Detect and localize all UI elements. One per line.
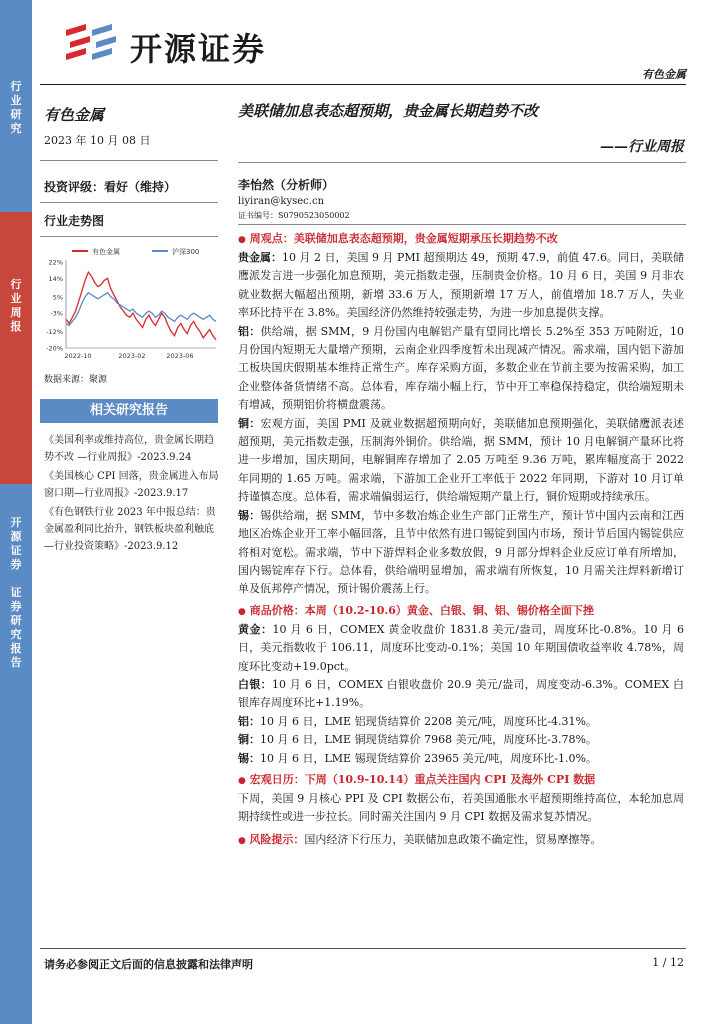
paragraph-silver-price: 10 月 6 日，COMEX 白银收盘价 20.9 美元/盎司，周度变动-6.3%。COMEX 白银库存周度环比+1.19%。 [238,677,685,710]
y-tick-label: 5% [52,293,63,302]
paragraph-copper: 宏观方面，美国 PMI 及就业数据超预期向好，美联储加息预期强化，美联储鹰派表述超预期，美元指数走强，压制海外铜价。供给端，据 SMM，预计 10 月电解铜产量环比将进一步增加，国庆期间，电解铜库存增加了 2.05 万吨至 9.36 万吨，累库幅度高于 2022 年同期的 1.65 万吨。需求端，下游加工企业开工率低于 2022 年同期，下游对 10 月订单持谨慎态度。总体看，需求端偏弱运行，供给端短期产量上行，铜价短期或持续承压。 [238,416,684,504]
footer-disclaimer: 请务必参阅正文后面的信息披露和法律声明 [44,958,253,971]
report-date: 2023 年 10 月 08 日 [44,134,151,147]
y-tick-label: -3% [50,309,63,318]
sidebar-char: 开 [10,516,22,529]
sidebar-char: 证 [10,544,22,557]
section-heading: 商品价格：本周（10.2-10.6）黄金、白银、铜、铝、锡价格全面下挫 [249,603,594,617]
sidebar-char: 行 [10,278,22,291]
analyst-cert: 证书编号：S0790523050002 [238,211,350,220]
y-tick-label: -12% [46,328,63,337]
paragraph-risk: 国内经济下行压力，美联储加息政策不确定性，贸易摩擦等。 [304,832,602,846]
y-tick-label: -20% [46,344,63,353]
series-line [66,272,216,340]
risk-heading: 风险提示： [249,832,305,846]
divider [40,160,218,161]
sidebar-char: 研 [10,614,22,627]
page-number: 1 / 12 [652,956,684,969]
sidebar-char: 报 [10,642,22,655]
sidebar-char: 周 [10,306,22,319]
related-reports-header: 相关研究报告 [40,399,218,423]
report-title: 美联储加息表态超预期，贵金属长期趋势不改 [238,102,539,120]
sidebar-bottom-label [0,516,32,670]
bullet-icon: ● [238,606,246,617]
header-divider [40,84,686,85]
sidebar-top-label [0,80,32,136]
sidebar-char: 源 [10,530,22,543]
report-subtitle: ——行业周报 [600,139,684,155]
legend-label: 有色金属 [92,248,120,256]
sidebar-char: 行 [10,80,22,93]
paragraph-aluminum-price: 10 月 6 日，LME 铝现货结算价 2208 美元/吨，周度环比-4.31%。 [260,714,597,728]
main-body: ● 周观点：美联储加息表态超预期，贵金属短期承压长期趋势不改 贵金属：10 月 2 日，美国 9 月 PMI 超预期达 49，预期 47.9，前值 47.6。同日，美联储鹰派发言进一步强化加息预期，美元指数走强，压制贵金价格。10 月 6 日，美国 9 月非农就业数据大幅超出预期，新增 33.6 万人，预期新增 17 万人，前值增加 18.7 万人，失业率环比持平在 3.8%。美国经济仍然维持较强走势，为进一步加息提供支撑。 铝：供给端，据 SMM，9 月份国内电解铝产量有望同比增长 5.2%至 353 万吨附近，10 月份国内短期无大量增产预期，云南企业四季度暂未出现减产情况。需求端，国内铝下游加工板块国庆假期基本维持正常生产。库存采购方面，多数企业在节前主要为按需采购，加工企业整体备货情绪不高。总体看，库存端小幅上行，节中开工率稳保持稳定，供给端短期未有增减，预期铝价将横盘震荡。 铜：宏观方面，美国 PMI 及就业数据超预期向好，美联储加息预期强化，美联储鹰派表述超预期，美元指数走强，压制海外铜价。供给端，据 SMM，预计 10 月电解铜产量环比将进一步增加，国庆期间，电解铜库存增加了 2.05 万吨至 9.36 万吨，累库幅度高于 2022 年同期的 1.65 万吨。需求端，下游加工企业开工率低于 2022 年同期，下游对 10 月订单持谨慎态度。总体看，需求端偏弱运行，供给端短期产量上行，铜价短期或持续承压。 锡：锡供给端，据 SMM，节中多数冶炼企业生产部门正常生产，预计节中国内云南和江西地区冶炼企业开工率小幅回落，且节中依然有进口锡锭到国内市场，预计节后国内锡锭供应将相对宽松。需求端，节中下游焊料企业多数放假，9 月部分焊料企业反应订单有所增加，国内锡锭库存下行。总体看，供给端明显增加，需求端有所恢复，10 月需关注焊料新增订单及佤邦停产情况，预计锡价震荡上行。 ● 商品价格：本周（10.2-10.6）黄金、白银、铜、铝、锡价格全面下挫 黄金：10 月 6 日，COMEX 黄金收盘价 1831.8 美元/盎司，周度环比-0.8%。10 月 6 日，美元指数收于 106.11，周度环比变动-0.1%；美国 10 年期国债收益率收 4.78%，周度环比变动+19.0pct。 白银：10 月 6 日，COMEX 白银收盘价 20.9 美元/盎司，周度变动-6.3%。COMEX 白银库存周度环比+1.19%。 铝：10 月 6 日，LME 铝现货结算价 2208 美元/吨，周度环比-4.31%。 铜：10 月 6 日，LME 铜现货结算价 7968 美元/吨，周度环比-3.78%。 锡：10 月 6 日，LME 锡现货结算价 23965 美元/吨，周度环比-1.0%。 ● 宏观日历：下周（10.9-10.14）重点关注国内 CPI 及海外 CPI 数据 下周，美国 9 月核心 PPI 及 CPI 数据公布，若美国通胀水平超预期维持高位，本轮加息周期持续性或进一步拉长。同时需关注国内 9 月 CPI 数据及需求复苏情况。 ● 风险提示：国内经济下行压力，美联储加息政策不确定性，贸易摩擦等。 [238,232,685,846]
sidebar-char: 券 [10,600,22,613]
sidebar-char: 究 [10,122,22,135]
paragraph-aluminum: 供给端，据 SMM，9 月份国内电解铝产量有望同比增长 5.2%至 353 万吨附近，10 月份国内短期无大量增产预期，云南企业四季度暂未出现减产情况。需求端，国内铝下游加工板块国庆假期基本维持正常生产。库存采购方面，多数企业在节前主要为按需采购，加工企业整体备货情绪不高。总体看，库存端小幅上行，节中开工率稳保持稳定，供给端短期未有增减，预期铝价将横盘震荡。 [238,324,684,412]
sidebar-char: 研 [10,108,22,121]
sidebar-char: 证 [10,586,22,599]
header-category-tag: 有色金属 [642,68,686,81]
divider [238,162,686,163]
divider [40,202,218,203]
bullet-icon: ● [238,835,246,846]
brand-name: 开源证券 [130,30,267,68]
related-report-item[interactable]: 《有色钢铁行业 2023 年中报总结：贵金属盈利同比抬升，钢铁板块盈利触底—行业投资策略》-2023.9.12 [44,507,216,552]
paragraph-gold-price: 10 月 6 日，COMEX 黄金收盘价 1831.8 美元/盎司，周度环比-0.8%。10 月 6 日，美元指数收于 106.11，周度环比变动-0.1%；美国 10 年期国债收益率收 4.78%，周度环比变动+19.0pct。 [238,622,684,673]
x-tick-label: 2023-02 [118,352,146,360]
divider [40,236,218,237]
footer-divider [40,948,686,949]
related-report-item[interactable]: 《美国核心 CPI 回落，贵金属进入布局窗口期—行业周报》-2023.9.17 [44,471,219,499]
series-line [66,293,216,326]
bullet-icon: ● [238,235,246,245]
chart-source: 数据来源：聚源 [44,375,108,385]
paragraph-tin-price: 10 月 6 日，LME 锡现货结算价 23965 美元/吨，周度环比-1.0%。 [260,751,597,765]
paragraph-macro: 下周，美国 9 月核心 PPI 及 CPI 数据公布，若美国通胀水平超预期维持高位，本轮加息周期持续性或进一步拉长。同时需关注国内 9 月 CPI 数据及需求复苏情况。 [238,791,684,824]
paragraph-precious-metals: 10 月 2 日，美国 9 月 PMI 超预期达 49，预期 47.9，前值 47.6。同日，美联储鹰派发言进一步强化加息预期，美元指数走强，压制贵金价格。10 月 6 日，美国 9 月非农就业数据大幅超出预期，新增 33.6 万人，预期新增 17 万人，前值增加 18.7 万人，失业率环比持平在 3.8%。美国经济仍然维持较强走势，为进一步加息提供支撑。 [238,251,685,320]
analyst-email[interactable]: liyiran@kysec.cn [238,196,325,207]
sidebar-mid [0,212,32,484]
industry-name: 有色金属 [44,106,105,124]
x-tick-label: 2022-10 [64,352,92,360]
section-heading: 周观点：美联储加息表态超预期，贵金属短期承压长期趋势不改 [249,232,558,245]
paragraph-tin: 锡供给端，据 SMM，节中多数冶炼企业生产部门正常生产，预计节中国内云南和江西地区冶炼企业开工率小幅回落，且节中依然有进口锡锭到国内市场，预计节后国内锡锭供应将相对宽松。需求端，节中下游焊料企业多数放假，9 月部分焊料企业反应订单有所增加，国内锡锭库存下行。总体看，供给端明显增加，需求端有所恢复，10 月需关注焊料新增订单及佤邦停产情况，预计锡价震荡上行。 [238,508,685,596]
sidebar-char: 业 [10,94,22,107]
trend-chart-title: 行业走势图 [44,214,105,228]
analyst-name: 李怡然（分析师） [238,178,335,192]
sidebar-char: 究 [10,628,22,641]
y-tick-label: 14% [48,274,63,283]
sidebar-char: 业 [10,292,22,305]
sidebar-char: 告 [10,656,22,669]
sidebar-mid-label [0,278,32,334]
y-tick-label: 22% [48,258,63,267]
section-heading: 宏观日历：下周（10.9-10.14）重点关注国内 CPI 及海外 CPI 数据 [249,772,596,786]
sidebar-char: 报 [10,320,22,333]
paragraph-copper-price: 10 月 6 日，LME 铜现货结算价 7968 美元/吨，周度环比-3.78%。 [260,733,597,747]
investment-rating: 投资评级：看好（维持） [44,180,177,194]
x-tick-label: 2023-06 [166,352,194,360]
sidebar-char: 券 [10,558,22,571]
brand-logo-icon [64,20,120,64]
legend-label: 沪深300 [172,248,200,256]
sidebar-char [0,572,32,586]
divider [238,224,686,225]
related-report-item[interactable]: 《美国利率或维持高位，贵金属长期趋势不改 —行业周报》-2023.9.24 [44,435,214,463]
related-reports-list [44,432,220,555]
bullet-icon: ● [238,775,246,786]
trend-chart [40,244,220,362]
